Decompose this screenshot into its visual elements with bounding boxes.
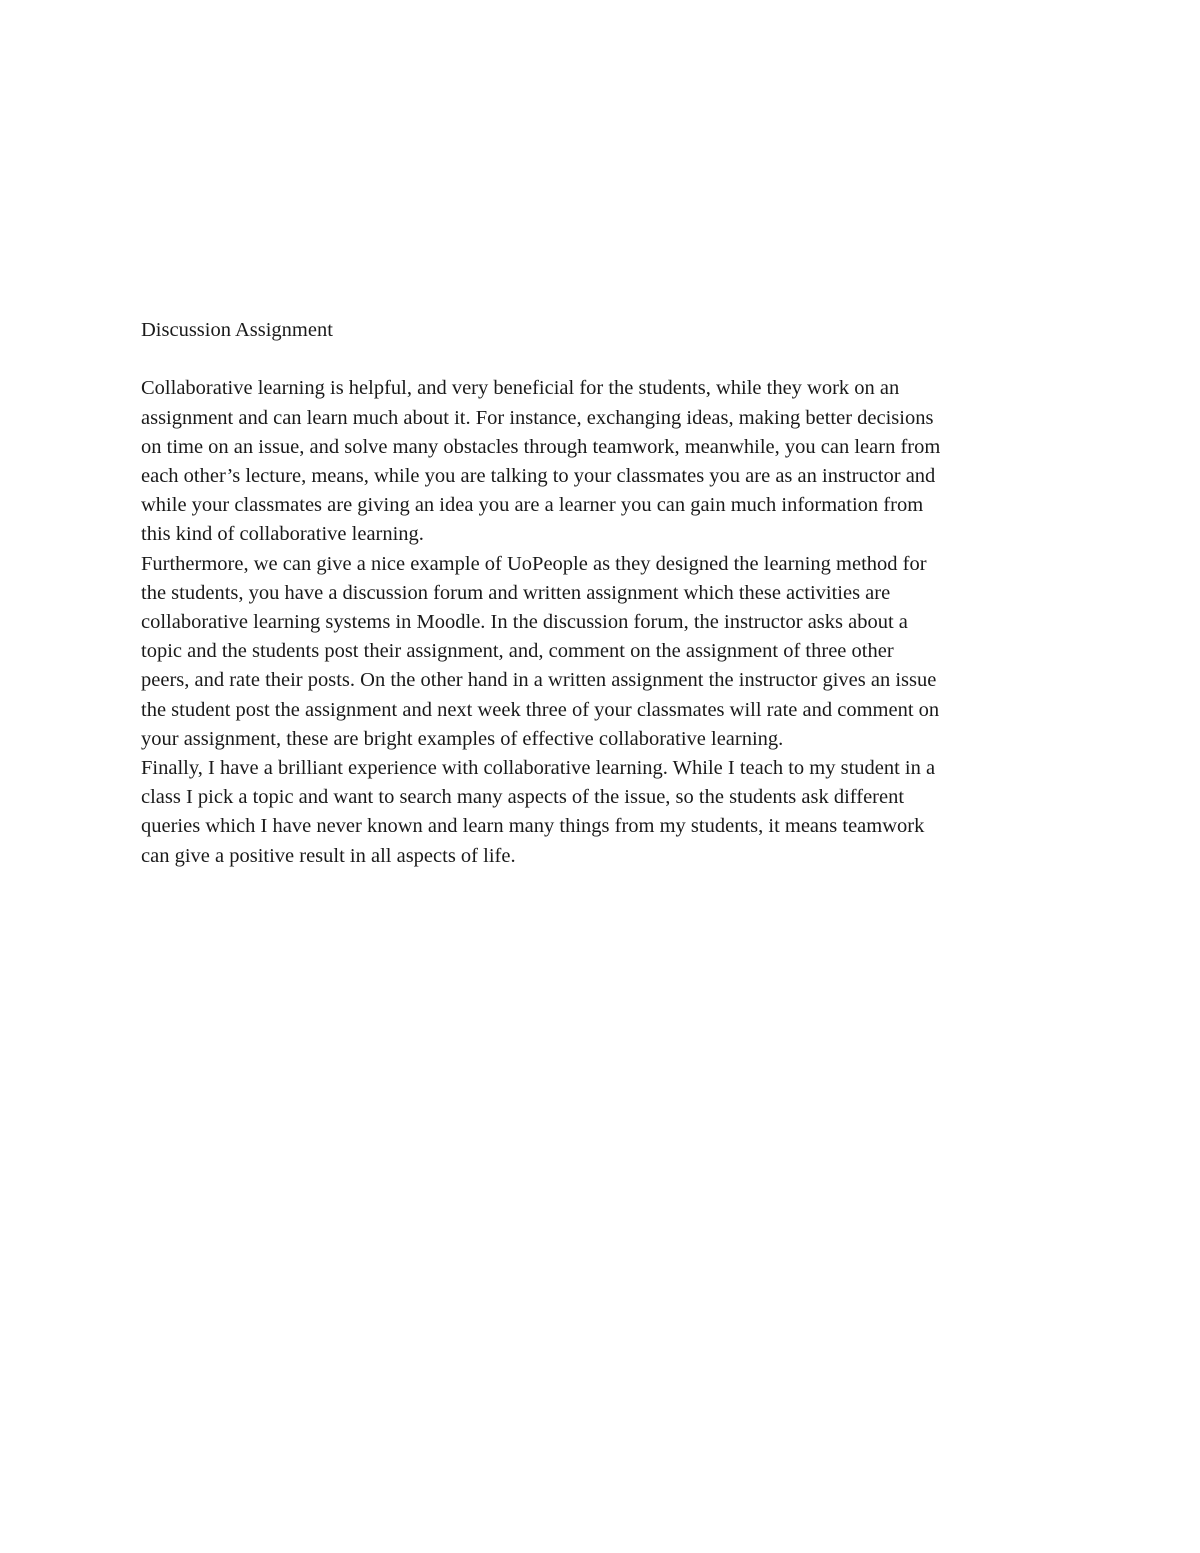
text-line: queries which I have never known and learn many things from my students, it means teamwork: [141, 815, 925, 838]
text-line: while your classmates are giving an idea you are a learner you can gain much information from: [141, 494, 924, 517]
text-line: peers, and rate their posts. On the other hand in a written assignment the instructor gives an issue: [141, 669, 937, 692]
text-line: assignment and can learn much about it. For instance, exchanging ideas, making better decisions: [141, 406, 934, 429]
text-line: the students, you have a discussion forum and written assignment which these activities are: [141, 581, 891, 604]
paragraph-personal-experience: [141, 754, 1081, 871]
text-line: collaborative learning systems in Moodle. In the discussion forum, the instructor asks about a: [141, 611, 908, 634]
document-title: Discussion Assignment: [141, 319, 333, 341]
text-line: Finally, I have a brilliant experience with collaborative learning. While I teach to my student in a: [141, 757, 936, 780]
text-line: this kind of collaborative learning.: [141, 523, 424, 546]
text-line: the student post the assignment and next week three of your classmates will rate and comment on: [141, 698, 940, 721]
text-line: class I pick a topic and want to search many aspects of the issue, so the students ask different: [141, 786, 905, 809]
text-line: can give a positive result in all aspects of life.: [141, 844, 516, 867]
document-body: [141, 316, 1081, 871]
text-line: Furthermore, we can give a nice example of UoPeople as they designed the learning method for: [141, 552, 927, 575]
text-line: your assignment, these are bright examples of effective collaborative learning.: [141, 727, 784, 750]
text-line: on time on an issue, and solve many obstacles through teamwork, meanwhile, you can learn from: [141, 435, 941, 458]
text-line: topic and the students post their assignment, and, comment on the assignment of three other: [141, 640, 894, 663]
text-line: each other’s lecture, means, while you are talking to your classmates you are as an instructor and: [141, 465, 936, 487]
text-line: Collaborative learning is helpful, and very beneficial for the students, while they work on an: [141, 377, 900, 400]
paragraph-uopeople-example: [141, 550, 1081, 754]
paragraph-collaborative-learning: [141, 374, 1081, 549]
